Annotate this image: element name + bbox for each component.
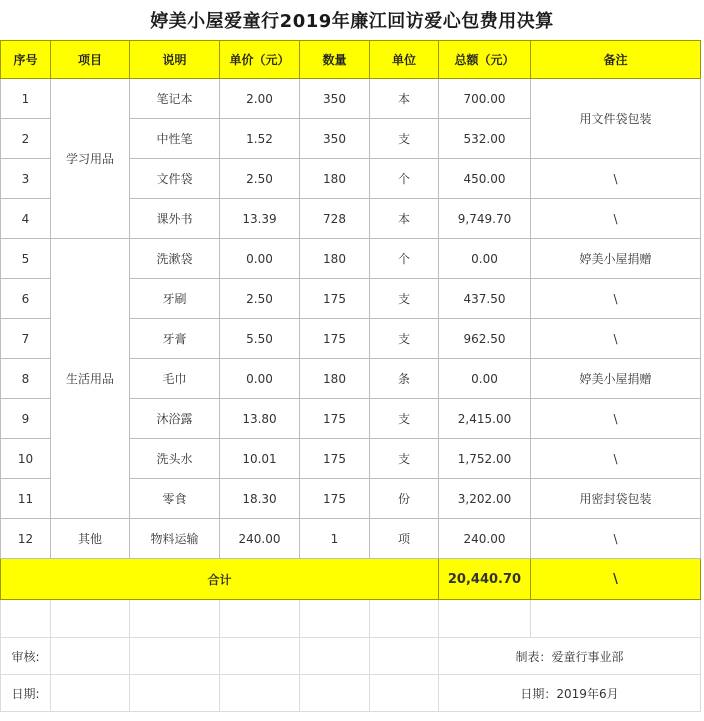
blank-cell [300, 675, 370, 712]
cell-unit: 支 [370, 119, 439, 159]
blank-cell [220, 675, 300, 712]
cell-remark: \ [531, 199, 701, 239]
date-label-left: 日期: [1, 675, 51, 712]
cell-price: 10.01 [220, 439, 300, 479]
category-study: 学习用品 [51, 79, 130, 239]
cell-qty: 175 [300, 279, 370, 319]
cell-desc: 牙膏 [130, 319, 220, 359]
cell-seq: 4 [1, 199, 51, 239]
category-life: 生活用品 [51, 239, 130, 519]
cell-seq: 6 [1, 279, 51, 319]
cell-qty: 180 [300, 159, 370, 199]
cell-total: 700.00 [439, 79, 531, 119]
sheet-title: 婷美小屋爱童行2019年廉江回访爱心包费用决算 [150, 11, 554, 32]
cell-remark: \ [531, 439, 701, 479]
blank-cell [51, 638, 130, 675]
cell-total: 9,749.70 [439, 199, 531, 239]
cell-price: 13.80 [220, 399, 300, 439]
header-row [1, 41, 701, 79]
cell-seq: 10 [1, 439, 51, 479]
date-row [1, 675, 701, 712]
cell-unit: 支 [370, 279, 439, 319]
blank-cell [370, 600, 439, 638]
cell-total: 0.00 [439, 359, 531, 399]
cell-seq: 3 [1, 159, 51, 199]
cell-desc: 毛巾 [130, 359, 220, 399]
cell-qty: 728 [300, 199, 370, 239]
blank-cell [51, 675, 130, 712]
cell-total: 962.50 [439, 319, 531, 359]
table-row [1, 79, 701, 119]
cell-desc: 课外书 [130, 199, 220, 239]
total-label: 合计 [1, 559, 439, 600]
header-item: 项目 [51, 41, 130, 79]
cell-remark: 用密封袋包装 [531, 479, 701, 519]
cell-price: 2.50 [220, 159, 300, 199]
cell-total: 532.00 [439, 119, 531, 159]
cell-qty: 175 [300, 319, 370, 359]
cell-remark: \ [531, 519, 701, 559]
cell-remark: \ [531, 399, 701, 439]
cell-remark: 婷美小屋捐赠 [531, 239, 701, 279]
cell-total: 437.50 [439, 279, 531, 319]
cell-total: 450.00 [439, 159, 531, 199]
cell-unit: 个 [370, 159, 439, 199]
cell-unit: 支 [370, 319, 439, 359]
cell-qty: 175 [300, 439, 370, 479]
header-unit-price: 单价（元） [220, 41, 300, 79]
total-remark: \ [531, 559, 701, 600]
blank-cell [300, 600, 370, 638]
cell-desc: 物料运输 [130, 519, 220, 559]
blank-cell [51, 600, 130, 638]
prepared-by: 制表：爱童行事业部 [439, 638, 701, 675]
cell-qty: 1 [300, 519, 370, 559]
cell-price: 13.39 [220, 199, 300, 239]
blank-cell [220, 600, 300, 638]
cell-qty: 180 [300, 359, 370, 399]
blank-cell [370, 675, 439, 712]
cell-desc: 笔记本 [130, 79, 220, 119]
cell-seq: 12 [1, 519, 51, 559]
cell-remark: \ [531, 319, 701, 359]
cell-unit: 支 [370, 399, 439, 439]
cell-unit: 本 [370, 79, 439, 119]
blank-cell [370, 638, 439, 675]
cell-qty: 175 [300, 399, 370, 439]
table-row [1, 519, 701, 559]
cell-desc: 中性笔 [130, 119, 220, 159]
expense-table [0, 40, 701, 712]
cell-desc: 零食 [130, 479, 220, 519]
cell-unit: 项 [370, 519, 439, 559]
cell-desc: 洗头水 [130, 439, 220, 479]
header-desc: 说明 [130, 41, 220, 79]
header-total: 总额（元） [439, 41, 531, 79]
cell-unit: 支 [370, 439, 439, 479]
cell-qty: 180 [300, 239, 370, 279]
cell-seq: 11 [1, 479, 51, 519]
cell-total: 3,202.00 [439, 479, 531, 519]
category-other: 其他 [51, 519, 130, 559]
cell-desc: 文件袋 [130, 159, 220, 199]
cell-unit: 个 [370, 239, 439, 279]
cell-seq: 2 [1, 119, 51, 159]
audit-label: 审核: [1, 638, 51, 675]
blank-cell [531, 600, 701, 638]
cell-remark: \ [531, 159, 701, 199]
blank-cell [130, 600, 220, 638]
cell-price: 240.00 [220, 519, 300, 559]
cell-total: 240.00 [439, 519, 531, 559]
cell-unit: 条 [370, 359, 439, 399]
cell-unit: 本 [370, 199, 439, 239]
cell-remark: 用文件袋包装 [531, 79, 701, 159]
cell-total: 0.00 [439, 239, 531, 279]
cell-remark: \ [531, 279, 701, 319]
header-unit: 单位 [370, 41, 439, 79]
header-qty: 数量 [300, 41, 370, 79]
total-amount: 20,440.70 [439, 559, 531, 600]
cell-price: 18.30 [220, 479, 300, 519]
cell-qty: 350 [300, 119, 370, 159]
cell-price: 2.50 [220, 279, 300, 319]
blank-cell [439, 600, 531, 638]
cell-seq: 5 [1, 239, 51, 279]
cell-qty: 175 [300, 479, 370, 519]
cell-seq: 7 [1, 319, 51, 359]
cell-price: 0.00 [220, 239, 300, 279]
audit-row [1, 638, 701, 675]
cell-desc: 洗漱袋 [130, 239, 220, 279]
total-row [1, 559, 701, 600]
cell-remark: 婷美小屋捐赠 [531, 359, 701, 399]
cell-total: 1,752.00 [439, 439, 531, 479]
cell-price: 2.00 [220, 79, 300, 119]
header-seq: 序号 [1, 41, 51, 79]
blank-cell [300, 638, 370, 675]
cell-price: 0.00 [220, 359, 300, 399]
cell-price: 5.50 [220, 319, 300, 359]
cell-seq: 8 [1, 359, 51, 399]
cell-desc: 牙刷 [130, 279, 220, 319]
blank-cell [130, 638, 220, 675]
date-right: 日期：2019年6月 [439, 675, 701, 712]
cell-seq: 9 [1, 399, 51, 439]
blank-row [1, 600, 701, 638]
cell-desc: 沐浴露 [130, 399, 220, 439]
header-remark: 备注 [531, 41, 701, 79]
table-row [1, 239, 701, 279]
cell-seq: 1 [1, 79, 51, 119]
cell-unit: 份 [370, 479, 439, 519]
cell-price: 1.52 [220, 119, 300, 159]
cell-total: 2,415.00 [439, 399, 531, 439]
blank-cell [1, 600, 51, 638]
blank-cell [220, 638, 300, 675]
blank-cell [130, 675, 220, 712]
cell-qty: 350 [300, 79, 370, 119]
